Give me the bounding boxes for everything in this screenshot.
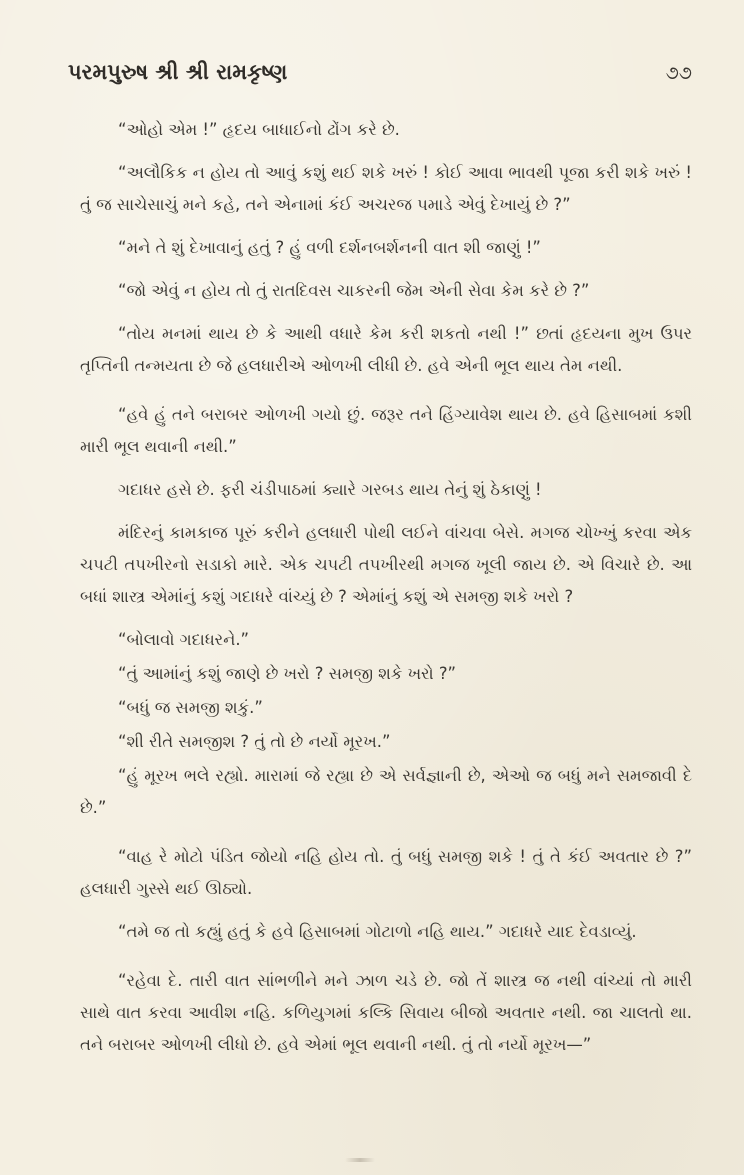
paragraph: “બધું જ સમજી શકું.”: [118, 698, 263, 717]
scan-smudge: [345, 1158, 375, 1162]
paragraph: “મને તે શું દેખાવાનું હતું ? હું વળી દર્શનબર્શનની વાત શી જાણું !”: [118, 238, 541, 257]
paragraph: “તોય મનમાં થાય છે કે આથી વધારે કેમ કરી શકતો નથી !” છતાં હૃદયના મુખ ઉપર તૃપ્તિની તન્મયતા છે જે હલધારીએ ઓળખી લીધી છે. હવે એની ભૂલ થાય તેમ નથી.: [80, 324, 692, 375]
page-number: ૭૭: [665, 62, 692, 84]
running-head: [68, 60, 692, 94]
paragraph: “હું મૂરખ ભલે રહ્યો. મારામાં જે રહ્યા છે એ સર્વજ્ઞાની છે, એઓ જ બધું મને સમજાવી દે છે.”: [80, 766, 692, 817]
paragraph: “અલૌકિક ન હોય તો આવું કશું થઈ શકે ખરું ! કોઈ આવા ભાવથી પૂજા કરી શકે ખરું ! તું જ સાચેસાચું મને કહે, તને એનામાં કંઈ અચરજ પમાડે એવું દેખાયું છે ?”: [80, 163, 692, 214]
paragraph: “તમે જ તો કહ્યું હતું કે હવે હિસાબમાં ગોટાળો નહિ થાય.” ગદાધરે યાદ દેવડાવ્યું.: [118, 922, 637, 941]
paragraph: “શી રીતે સમજીશ ? તું તો છે નર્યો મૂરખ.”: [118, 732, 391, 751]
paragraph: “જો એવું ન હોય તો તું રાતદિવસ ચાકરની જેમ એની સેવા કેમ કરે છે ?”: [118, 281, 590, 300]
paragraph: “વાહ રે મોટો પંડિત જોયો નહિ હોય તો. તું બધું સમજી શકે ! તું તે કંઈ અવતાર છે ?” હલધારી ગુસ્સે થઈ ઊઠ્યો.: [80, 847, 692, 898]
paragraph: મંદિરનું કામકાજ પૂરું કરીને હલધારી પોથી લઈને વાંચવા બેસે. મગજ ચોખ્ખું કરવા એક ચપટી તપખીરનો સડાકો મારે. એક ચપટી તપખીરથી મગજ ખૂલી જાય છે. એ વિચારે છે. આ બધાં શાસ્ત્ર એમાંનું કશું ગદાધરે વાંચ્યું છે ? એમાંનું કશું એ સમજી શકે ખરો ?: [80, 523, 692, 606]
paragraph: “બોલાવો ગદાધરને.”: [118, 630, 250, 649]
paragraph: “રહેવા દે. તારી વાત સાંભળીને મને ઝાળ ચડે છે. જો તેં શાસ્ત્ર જ નથી વાંચ્યાં તો મારી સાથે વાત કરવા આવીશ નહિ. કળિયુગમાં કલ્કિ સિવાય બીજો અવતાર નથી. જા ચાલતો થા. તને બરાબર ઓળખી લીધો છે. હવે એમાં ભૂલ થવાની નથી. તું તો નર્યો મૂરખ—”: [80, 971, 692, 1054]
paragraph: “હવે હું તને બરાબર ઓળખી ગયો છું. જરૂર તને હિંગ્યાવેશ થાય છે. હવે હિસાબમાં કશી મારી ભૂલ થવાની નથી.”: [80, 405, 692, 456]
paragraph: ગદાધર હસે છે. ફરી ચંડીપાઠમાં ક્યારે ગરબડ થાય તેનું શું ઠેકાણું !: [118, 480, 542, 499]
paragraph: “તું આમાંનું કશું જાણે છે ખરો ? સમજી શકે ખરો ?”: [118, 664, 457, 683]
book-title: પરમપુરુષ શ્રી શ્રી રામકૃષ્ણ: [68, 60, 288, 84]
body-text: [80, 114, 692, 1072]
paragraph: “ઓહો એમ !” હૃદય બાધાઈનો ઢોંગ કરે છે.: [118, 120, 400, 139]
